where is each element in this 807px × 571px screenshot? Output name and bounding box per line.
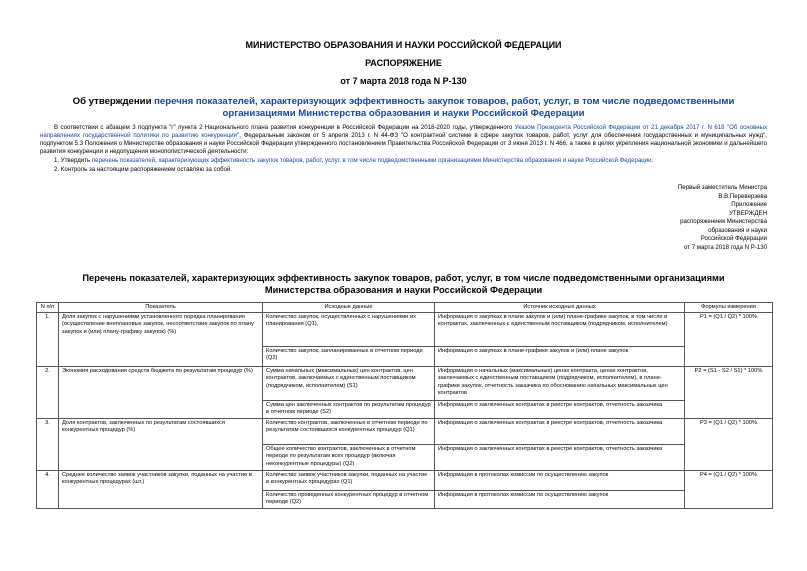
row-number: 4. — [37, 471, 59, 509]
document-date-number: от 7 марта 2018 года N Р-130 — [340, 76, 467, 86]
decree-link[interactable]: Указом Президента Российской Федерации от 21 декабря 2017 г. N 618 "Об основных направлениях государственной политики по развитию конкуренции" — [40, 124, 768, 139]
formula-cell: P3 = (Q1 / Q2) * 100% — [685, 419, 773, 471]
source-cell: Информация о закупках в плане закупок и (или) плане-графике закупок, в том числе в контрактах, заключенных с единственным поставщиком (подрядчиком, исполнителем) — [435, 313, 685, 347]
input-data-cell: Количество контрактов, заключенных в отчетном периоде по результатам состоявшихся конкурентных процедур (Q1) — [263, 419, 435, 445]
list-link[interactable]: перечень показателей, характеризующих эффективность закупок товаров, работ, услуг, в том числе подведомственными организациями Министерства образования и науки Российской Федерации — [91, 157, 652, 164]
input-data-cell: Общее количество контрактов, заключенных в отчетном периоде по результатам всех процедур (включая неконкурентные процедуры) (Q2) — [263, 445, 435, 471]
item-1-paragraph — [40, 157, 767, 165]
source-cell: Информация о заключенных контрактах в реестре контрактов, отчетность заказчика — [435, 419, 685, 445]
input-data-cell: Количество закупок, запланированных в отчетном периоде (Q2) — [263, 347, 435, 367]
table-row — [37, 419, 773, 445]
signer-name: В.В.Переверзева — [718, 192, 767, 200]
row-number: 2. — [37, 367, 59, 419]
ministry-heading: МИНИСТЕРСТВО ОБРАЗОВАНИЯ И НАУКИ РОССИЙСКОЙ ФЕДЕРАЦИИ — [245, 40, 562, 50]
approved-ministry-1: образования и науки — [708, 226, 767, 234]
title-link[interactable]: перечня показателей, характеризующих эффективность закупок товаров, работ, услуг, в том числе подведомственными организациями Министерства образования и науки Российской Федерации — [154, 96, 735, 119]
input-data-cell: Сумма цен заключенных контрактов по результатам процедур в отчетном периоде (S2) — [263, 401, 435, 419]
source-cell: Информация о заключенных контрактах в реестре контрактов, отчетность заказчика — [435, 401, 685, 419]
regulation-link[interactable]: , подпунктом 5.3 Положения о Министерстве образования и науки Российской Федерации — [40, 132, 767, 147]
row-number: 3. — [37, 419, 59, 471]
col-header-source-data: Исходные данные — [263, 303, 435, 313]
approved-by: распоряжением Министерства — [680, 218, 767, 225]
indicator-cell: Доля закупок с нарушениями установленного порядка планирования (осуществление внеплановых закупок, несоответствие закупок по плану закупок и (или) плану-графику закупок) (%) — [59, 313, 263, 367]
title-prefix: Об утверждении — [72, 96, 155, 107]
input-data-cell: Количество проведенных конкурентных процедур в отчетном периоде (Q2) — [263, 491, 435, 509]
approved-label: УТВЕРЖДЕН — [729, 209, 767, 217]
row-number: 1. — [37, 313, 59, 367]
indicators-table — [36, 302, 773, 509]
item-2-paragraph: 2. Контроль за настоящим распоряжением оставляю за собой. — [54, 166, 233, 173]
indicator-cell: Доля контрактов, заключенных по результатам состоявшихся конкурентных процедур (%) — [59, 419, 263, 471]
indicator-cell: Среднее количество заявок участников закупки, поданных на участие в конкурентных процедурах (шт.) — [59, 471, 263, 509]
table-row — [37, 471, 773, 491]
formula-cell: P4 = (Q1 / Q2) * 100% — [685, 471, 773, 509]
approved-ministry-2: Российской Федерации — [700, 235, 767, 242]
table-row — [37, 313, 773, 347]
input-data-cell: Сумма начальных (максимальных) цен контрактов, цен контрактов, заключаемых с единственным поставщиком (подрядчиком, исполнителем) (S1) — [263, 367, 435, 401]
formula-cell: P1 = (Q1 / Q2) * 100% — [685, 313, 773, 367]
item-1-end: . — [651, 157, 654, 164]
source-cell: Информация о закупках в плане-графике закупок и (или) плане закупок — [435, 347, 685, 367]
document-title — [40, 96, 767, 120]
table-header-row — [37, 303, 773, 313]
indicator-cell: Экономия расходования средств бюджета по результатам процедур (%) — [59, 367, 263, 419]
approved-date: от 7 марта 2018 года N Р-130 — [683, 243, 767, 251]
formula-cell: P2 = (S1 - S2 / S1) * 100% — [685, 367, 773, 419]
preamble-end: , а также в целях укрепления национальной экономики и дальнейшего развития конкуренции и недопущения монополистической деятельности: — [40, 140, 767, 155]
federal-law-link[interactable]: , Федеральным законом от 5 апреля 2013 г. N 44-ФЗ "О контрактной системе в сфере закупок товаров, работ, услуг для обеспечения государственных и муниципальных нужд" — [239, 132, 766, 139]
col-header-indicator: Показатель — [59, 303, 263, 313]
document-type: РАСПОРЯЖЕНИЕ — [365, 58, 442, 68]
preamble-text: В соответствии с абзацем 3 подпункта "г" пункта 2 Национального плана развития конкуренции в Российской Федерации на 2018-2020 годы, утвержденного — [54, 124, 515, 131]
preamble-paragraph — [40, 124, 767, 156]
source-cell: Информация в протоколах комиссии по осуществлению закупок — [435, 471, 685, 491]
input-data-cell: Количество заявок участников закупки, поданных на участие в конкурентных процедурах (Q1) — [263, 471, 435, 491]
signer-position: Первый заместитель Министра — [677, 184, 767, 191]
government-decree-text: утвержденного постановлением Правительства Российской Федерации от 3 июня 2013 г. N 466 — [292, 140, 567, 147]
source-cell: Информация в протоколах комиссии по осуществлению закупок — [435, 491, 685, 509]
input-data-cell: Количество закупок, осуществленных с нарушениями их планирования (Q1), — [263, 313, 435, 347]
signature-block — [678, 184, 767, 252]
source-cell: Информация о начальных (максимальных) ценах контракта, ценах контрактов, заключаемых с единственным поставщиком (подрядчиком, исполнителем), в плане-графике закупок, отчетность заказчика по обоснованию начальных максимальных цен контрактов — [435, 367, 685, 401]
list-title: Перечень показателей, характеризующих эффективность закупок товаров, работ, услуг, в том числе подведомственными организациями Министерства образования и науки Российской Федерации — [82, 273, 725, 295]
appendix-label: Приложение — [731, 201, 767, 208]
source-cell: Информация о заключенных контрактах в реестре контрактов, отчетность заказчика — [435, 445, 685, 471]
col-header-number: N п/п — [37, 303, 59, 313]
col-header-formula: Формулы измерения — [685, 303, 773, 313]
col-header-data-source: Источник исходных данных — [435, 303, 685, 313]
table-row — [37, 367, 773, 401]
item-1-text: 1. Утвердить — [54, 157, 92, 164]
